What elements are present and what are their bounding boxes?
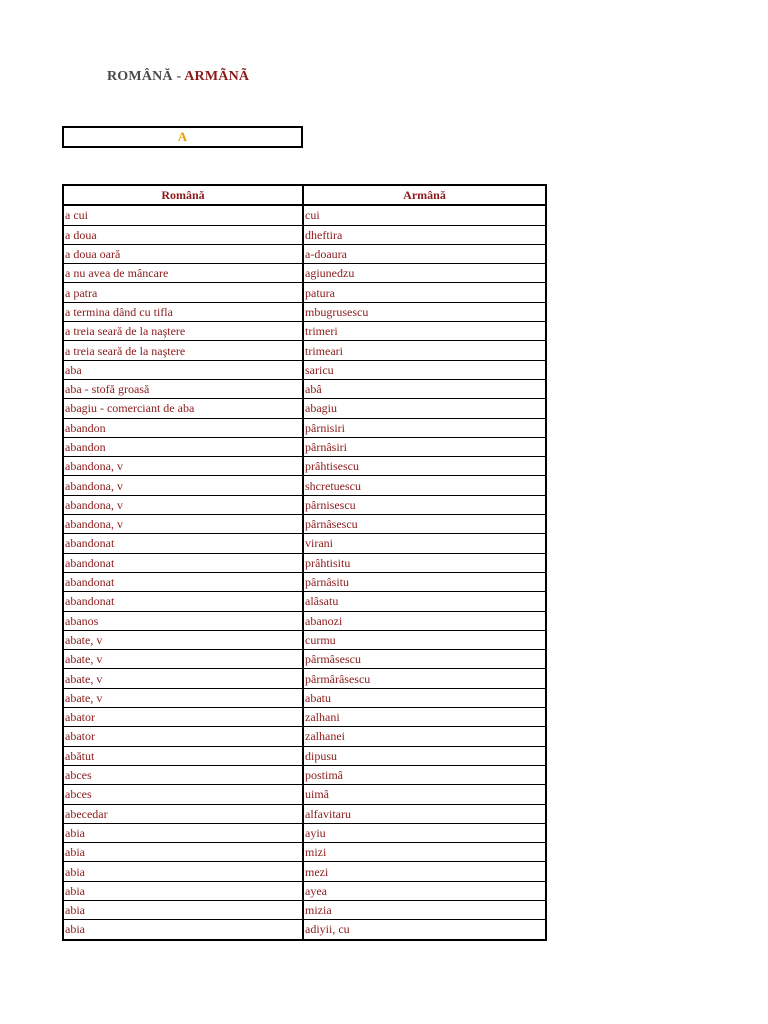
cell-armana: ayea <box>303 881 546 900</box>
table-row <box>63 785 546 804</box>
section-letter: A <box>177 129 188 144</box>
cell-romana: abanos <box>63 611 303 630</box>
cell-armana: mbugrusescu <box>303 302 546 321</box>
cell-romana: a treia seară de la naştere <box>63 341 303 360</box>
cell-romana: abate, v <box>63 669 303 688</box>
cell-romana: a nu avea de mâncare <box>63 264 303 283</box>
table-row <box>63 534 546 553</box>
cell-armana: a-doaura <box>303 244 546 263</box>
table-row <box>63 804 546 823</box>
cell-armana: zalhani <box>303 708 546 727</box>
cell-armana: pârnâsescu <box>303 515 546 534</box>
cell-armana: pârnisescu <box>303 495 546 514</box>
table-row <box>63 862 546 881</box>
table-row <box>63 322 546 341</box>
cell-armana: mizi <box>303 843 546 862</box>
cell-armana: pârmâsescu <box>303 650 546 669</box>
cell-romana: aba <box>63 360 303 379</box>
table-row <box>63 379 546 398</box>
table-row <box>63 205 546 225</box>
cell-armana: ayiu <box>303 823 546 842</box>
cell-romana: abia <box>63 843 303 862</box>
cell-armana: uimâ <box>303 785 546 804</box>
cell-armana: zalhanei <box>303 727 546 746</box>
table-row <box>63 708 546 727</box>
cell-romana: a treia seară de la naştere <box>63 322 303 341</box>
cell-armana: mizia <box>303 900 546 919</box>
cell-armana: adiyii, cu <box>303 920 546 940</box>
table-header-row <box>63 185 546 205</box>
dictionary-table <box>62 184 547 941</box>
cell-romana: a termina dând cu tifla <box>63 302 303 321</box>
cell-romana: abia <box>63 900 303 919</box>
cell-armana: patura <box>303 283 546 302</box>
table-row <box>63 746 546 765</box>
table-row <box>63 264 546 283</box>
cell-armana: postimâ <box>303 765 546 784</box>
cell-armana: curmu <box>303 630 546 649</box>
cell-armana: saricu <box>303 360 546 379</box>
cell-romana: abandon <box>63 437 303 456</box>
cell-romana: abandonat <box>63 572 303 591</box>
table-row <box>63 823 546 842</box>
table-row <box>63 630 546 649</box>
table-row <box>63 920 546 940</box>
table-row <box>63 457 546 476</box>
cell-romana: abia <box>63 823 303 842</box>
table-row <box>63 244 546 263</box>
cell-romana: abia <box>63 881 303 900</box>
cell-armana: pârnâsiri <box>303 437 546 456</box>
cell-armana: virani <box>303 534 546 553</box>
table-row <box>63 881 546 900</box>
cell-armana: pârmârâsescu <box>303 669 546 688</box>
title-armana: ARMÃNÃ <box>184 69 250 84</box>
cell-romana: abate, v <box>63 650 303 669</box>
cell-romana: abate, v <box>63 630 303 649</box>
cell-romana: abătut <box>63 746 303 765</box>
table-row <box>63 727 546 746</box>
cell-romana: abandonat <box>63 592 303 611</box>
cell-armana: mezi <box>303 862 546 881</box>
table-row <box>63 302 546 321</box>
table-row <box>63 765 546 784</box>
cell-romana: abandona, v <box>63 476 303 495</box>
title-romana: ROMÂNĂ <box>107 69 173 84</box>
table-row <box>63 669 546 688</box>
table-row <box>63 437 546 456</box>
cell-romana: a patra <box>63 283 303 302</box>
cell-armana: abâ <box>303 379 546 398</box>
table-row <box>63 476 546 495</box>
cell-armana: prâhtisitu <box>303 553 546 572</box>
cell-armana: shcretuescu <box>303 476 546 495</box>
table-row <box>63 611 546 630</box>
cell-romana: abecedar <box>63 804 303 823</box>
cell-romana: abces <box>63 765 303 784</box>
cell-romana: abia <box>63 920 303 940</box>
table-row <box>63 225 546 244</box>
table-row <box>63 572 546 591</box>
cell-romana: aba - stofă groasă <box>63 379 303 398</box>
cell-armana: trimeri <box>303 322 546 341</box>
page-title <box>107 69 249 85</box>
cell-armana: trimeari <box>303 341 546 360</box>
table-row <box>63 688 546 707</box>
table-row <box>63 553 546 572</box>
cell-romana: abandonat <box>63 534 303 553</box>
cell-armana: alfavitaru <box>303 804 546 823</box>
table-row <box>63 418 546 437</box>
cell-romana: abagiu - comerciant de aba <box>63 399 303 418</box>
cell-romana: a cui <box>63 205 303 225</box>
cell-armana: pârnisiri <box>303 418 546 437</box>
table-row <box>63 495 546 514</box>
table-row <box>63 283 546 302</box>
table-row <box>63 650 546 669</box>
cell-romana: a doua oară <box>63 244 303 263</box>
table-row <box>63 360 546 379</box>
table-row <box>63 843 546 862</box>
cell-romana: a doua <box>63 225 303 244</box>
cell-armana: prâhtisescu <box>303 457 546 476</box>
cell-romana: abia <box>63 862 303 881</box>
cell-armana: abatu <box>303 688 546 707</box>
cell-romana: abandona, v <box>63 515 303 534</box>
cell-romana: abate, v <box>63 688 303 707</box>
cell-armana: abagiu <box>303 399 546 418</box>
column-header-armana: Armână <box>303 185 546 205</box>
cell-armana: abanozi <box>303 611 546 630</box>
cell-armana: dheftira <box>303 225 546 244</box>
cell-romana: abator <box>63 727 303 746</box>
title-separator: - <box>172 69 185 84</box>
cell-armana: cui <box>303 205 546 225</box>
cell-armana: alâsatu <box>303 592 546 611</box>
cell-armana: dipusu <box>303 746 546 765</box>
table-row <box>63 900 546 919</box>
cell-romana: abandon <box>63 418 303 437</box>
cell-romana: abandonat <box>63 553 303 572</box>
table-row <box>63 341 546 360</box>
cell-romana: abandona, v <box>63 495 303 514</box>
table-row <box>63 399 546 418</box>
cell-armana: agiunedzu <box>303 264 546 283</box>
table-row <box>63 592 546 611</box>
cell-romana: abces <box>63 785 303 804</box>
table-row <box>63 515 546 534</box>
section-letter-box <box>62 126 303 148</box>
cell-romana: abator <box>63 708 303 727</box>
cell-armana: pârnâsitu <box>303 572 546 591</box>
column-header-romana: Română <box>63 185 303 205</box>
dictionary-body <box>63 205 546 939</box>
cell-romana: abandona, v <box>63 457 303 476</box>
